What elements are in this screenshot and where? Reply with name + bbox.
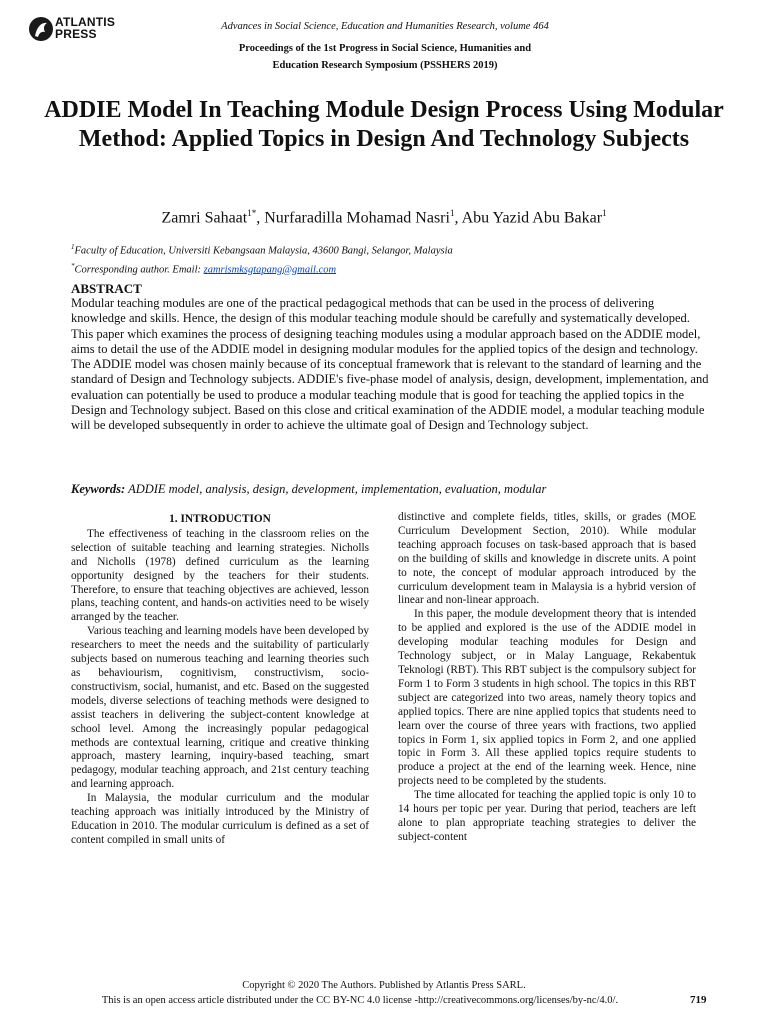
- series-header: Advances in Social Science, Education and Humanities Research, volume 464: [221, 21, 549, 32]
- author-sup: 1*: [247, 208, 257, 218]
- left-column: [71, 511, 369, 848]
- body-paragraph: distinctive and complete fields, titles, skills, or grades (MOE Curriculum Development Section, 2010). While modular teaching approach focuses on task-based approach that is based on the building of skills and knowledge in discrete units. A point to note, the concept of modular approach introduced by the curriculum development team in Malaysia is a hybrid version of linear and non-linear approach.: [398, 511, 696, 607]
- author-name: Nurfaradilla Mohamad Nasri: [264, 209, 450, 227]
- affiliation-sup: 1: [71, 243, 75, 251]
- publisher-name-line1: ATLANTIS: [55, 15, 116, 29]
- publisher-name-line2: PRESS: [55, 27, 97, 41]
- author-sup: 1: [449, 208, 455, 218]
- body-paragraph: In Malaysia, the modular curriculum and the modular teaching approach was initially introduced by the Ministry of Education in 2010. The modular curriculum is defined as a set of content compiled in small units of: [71, 792, 369, 846]
- page-number: 719: [690, 994, 707, 1006]
- affiliation-block: [71, 240, 711, 277]
- atlantis-press-logo-icon: [28, 14, 54, 44]
- author-separator: ,: [256, 209, 265, 227]
- proceedings-header: [150, 40, 620, 74]
- body-paragraph: The effectiveness of teaching in the classroom relies on the selection of suitable teaching and learning strategies. Nicholls and Nicholls (1978) defined curriculum as the learning opportunity designed by the teachers for their students. Therefore, to ensure that teaching objectives are achieved, lesson plans, teaching content, and hands-on activities need to be wisely arranged by the teacher.: [71, 527, 369, 624]
- author-name: Zamri Sahaat: [161, 209, 248, 227]
- author-list: [40, 208, 728, 227]
- proceedings-line-2: Education Research Symposium (PSSHERS 2019): [272, 60, 498, 71]
- corresponding-author: [71, 259, 711, 278]
- body-paragraph: Various teaching and learning models have been developed by researchers to meet the needs and the suitability of particularly subjects based on numerous teaching and learning theories such as behaviourism, cognitivism, constructivism, socio-constructivism, social, humanist, and etc. Based on the suggested models, diverse selections of teaching methods were designed to assist teachers in delivering the subject-content knowledge at school level. Among the increasingly popular pedagogical methods are contextual learning, critique and creative thinking approach, mastery learning, inquiry-based teaching, smart pedagogy, modular teaching approach, and 21st century teaching and learning approach.: [71, 625, 369, 791]
- body-paragraph: The time allocated for teaching the applied topic is only 10 to 14 hours per topic per year. During that period, teachers are left alone to plan appropriate teaching strategies to deliver the subject-content: [398, 789, 696, 843]
- affiliation-text: Faculty of Education, Universiti Kebangsaan Malaysia, 43600 Bangi, Selangor, Malaysia: [74, 245, 453, 257]
- keywords: [71, 482, 711, 497]
- publisher-name: [55, 16, 115, 40]
- author-name: Abu Yazid Abu Bakar: [461, 209, 603, 227]
- right-column: [398, 511, 696, 845]
- proceedings-line-1: Proceedings of the 1st Progress in Social Science, Humanities and: [238, 43, 532, 54]
- author-sup: 1: [602, 208, 607, 218]
- keywords-label: Keywords:: [71, 482, 126, 496]
- keywords-text: ADDIE model, analysis, design, development, implementation, evaluation, modular: [125, 482, 547, 496]
- email-link[interactable]: zamrismksgtapang@gmail.com: [203, 264, 337, 275]
- affiliation: [71, 240, 711, 259]
- copyright-notice: Copyright © 2020 The Authors. Published by Atlantis Press SARL.: [242, 980, 526, 991]
- publisher-logo: [28, 14, 138, 44]
- corresponding-label: Corresponding author. Email:: [74, 264, 204, 275]
- license-notice: This is an open access article distributed under the CC BY-NC 4.0 license -http://creativecommons.org/licenses/by-nc/4.0/.: [101, 995, 619, 1006]
- abstract-heading: ABSTRACT: [71, 281, 142, 296]
- corresponding-sup: *: [71, 261, 75, 270]
- abstract-text: Modular teaching modules are one of the practical pedagogical methods that can be used in the process of delivering knowledge and skills. Hence, the design of this modular teaching module should be carefully and systematically developed. This paper which examines the process of designing teaching modules using a modular approach based on the ADDIE model, aims to detail the use of the ADDIE model in designing modular modules for the applied topics of the design and technology. The ADDIE model was chosen mainly because of its conceptual framework that is relevant to the standard of learning and the standard of Design and Technology subjects. ADDIE's five-phase model of analysis, design, development, implementation, and evaluation can potentially be used to produce a modular teaching module that is good for teaching the applied topics in the Design and Technology subject. Based on this close and critical examination of the ADDIE model, a modular teaching module will be developed subsequently in order to achieve the ultimate goal of Design and Technology subject.: [71, 296, 709, 433]
- section-heading-introduction: 1. INTRODUCTION: [169, 513, 271, 525]
- body-paragraph: In this paper, the module development theory that is intended to be applied and explored is the use of the ADDIE model in developing modular teaching modules for Design and Technology subject, or in Malay Language, Rekabentuk Teknologi (RBT). This RBT subject is the compulsory subject for Form 1 to Form 3 students in high school. The topics in this RBT subject are categorized into two areas, namely theory topics and applied topics. There are nine applied topics that students need to learn over the course of three years with fractions, two applied topics in Form 1, six applied topics in Form 2, and one applied topic in Form 3. All these applied topics require students to produce a project at the end of the learning week. Hence, nine projects need to be completed by the students.: [398, 608, 696, 788]
- paper-title: ADDIE Model In Teaching Module Design Process Using Modular Method: Applied Topics in Design And Technology Subjects: [44, 97, 724, 152]
- author-separator: ,: [454, 209, 462, 227]
